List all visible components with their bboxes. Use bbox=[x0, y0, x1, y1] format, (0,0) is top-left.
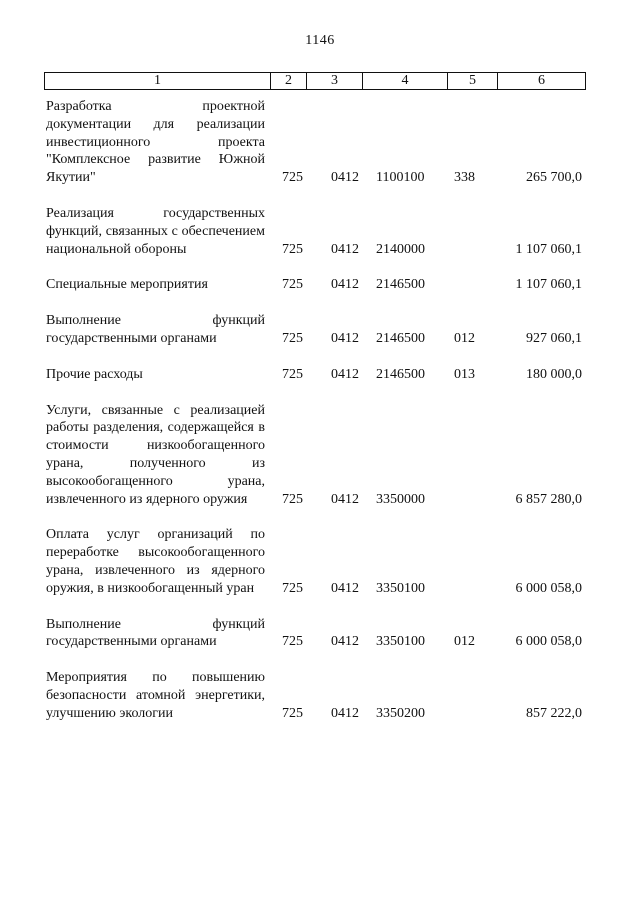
row-col-3: 0412 bbox=[331, 705, 359, 721]
row-col-2: 725 bbox=[282, 491, 303, 507]
row-amount: 180 000,0 bbox=[526, 366, 582, 382]
row-amount: 857 222,0 bbox=[526, 705, 582, 721]
row-col-4: 3350200 bbox=[376, 705, 425, 721]
row-col-5: 012 bbox=[454, 330, 475, 346]
table-row bbox=[46, 669, 586, 722]
table-row bbox=[46, 526, 586, 597]
table-row bbox=[46, 98, 586, 187]
row-col-2: 725 bbox=[282, 366, 303, 382]
row-description: Реализация государственных функций, связанных с обеспечением национальной обороны bbox=[46, 205, 265, 257]
row-col-5: 338 bbox=[454, 170, 475, 186]
column-header-3: 3 bbox=[306, 73, 362, 89]
row-col-4: 1100100 bbox=[376, 170, 425, 186]
row-col-3: 0412 bbox=[331, 277, 359, 293]
row-col-3: 0412 bbox=[331, 634, 359, 650]
row-col-4: 3350100 bbox=[376, 580, 425, 596]
column-header-2: 2 bbox=[270, 73, 306, 89]
table-row bbox=[46, 366, 586, 384]
column-header-4: 4 bbox=[362, 73, 447, 89]
row-col-5: 012 bbox=[454, 634, 475, 650]
row-col-2: 725 bbox=[282, 705, 303, 721]
row-col-4: 2140000 bbox=[376, 241, 425, 257]
row-col-2: 725 bbox=[282, 330, 303, 346]
row-description: Специальные мероприятия bbox=[46, 277, 208, 293]
column-header-5: 5 bbox=[447, 73, 497, 89]
table-body bbox=[46, 98, 586, 741]
row-col-3: 0412 bbox=[331, 580, 359, 596]
row-amount: 6 857 280,0 bbox=[515, 491, 582, 507]
row-description: Выполнение функций государственными органами bbox=[46, 616, 265, 650]
row-col-3: 0412 bbox=[331, 491, 359, 507]
row-description: Разработка проектной документации для реализации инвестиционного проекта "Комплексное развитие Южной Якутии" bbox=[46, 99, 265, 186]
row-description: Мероприятия по повышению безопасности атомной энергетики, улучшению экологии bbox=[46, 670, 265, 721]
row-amount: 6 000 058,0 bbox=[515, 580, 582, 596]
row-col-4: 2146500 bbox=[376, 277, 425, 293]
table-row bbox=[46, 205, 586, 258]
row-col-4: 2146500 bbox=[376, 366, 425, 382]
column-header-6: 6 bbox=[497, 73, 585, 89]
row-col-3: 0412 bbox=[331, 330, 359, 346]
table-row bbox=[46, 312, 586, 348]
table-row bbox=[46, 402, 586, 509]
table-row bbox=[46, 616, 586, 652]
column-header-1: 1 bbox=[154, 73, 161, 88]
row-col-2: 725 bbox=[282, 241, 303, 257]
row-col-2: 725 bbox=[282, 634, 303, 650]
row-col-2: 725 bbox=[282, 580, 303, 596]
row-description: Прочие расходы bbox=[46, 366, 143, 382]
row-description: Услуги, связанные с реализацией работы разделения, содержащейся в стоимости низкообогащенного урана, полученного из высокообогащенного урана, извлеченного из ядерного оружия bbox=[46, 402, 265, 507]
table-header bbox=[44, 72, 586, 90]
row-col-4: 3350000 bbox=[376, 491, 425, 507]
page-number: 1146 bbox=[305, 33, 335, 48]
row-col-4: 2146500 bbox=[376, 330, 425, 346]
row-amount: 6 000 058,0 bbox=[515, 634, 582, 650]
row-col-4: 3350100 bbox=[376, 634, 425, 650]
row-col-5: 013 bbox=[454, 366, 475, 382]
row-amount: 1 107 060,1 bbox=[515, 277, 582, 293]
row-col-2: 725 bbox=[282, 170, 303, 186]
row-amount: 265 700,0 bbox=[526, 170, 582, 186]
row-description: Выполнение функций государственными органами bbox=[46, 313, 265, 346]
table-row bbox=[46, 276, 586, 294]
row-description: Оплата услуг организаций по переработке высокообогащенного урана, извлеченного из ядерного оружия, в низкообогащенный уран bbox=[46, 527, 265, 596]
row-col-3: 0412 bbox=[331, 241, 359, 257]
row-col-3: 0412 bbox=[331, 366, 359, 382]
row-amount: 927 060,1 bbox=[526, 330, 582, 346]
row-col-2: 725 bbox=[282, 277, 303, 293]
row-amount: 1 107 060,1 bbox=[515, 241, 582, 257]
row-col-3: 0412 bbox=[331, 170, 359, 186]
